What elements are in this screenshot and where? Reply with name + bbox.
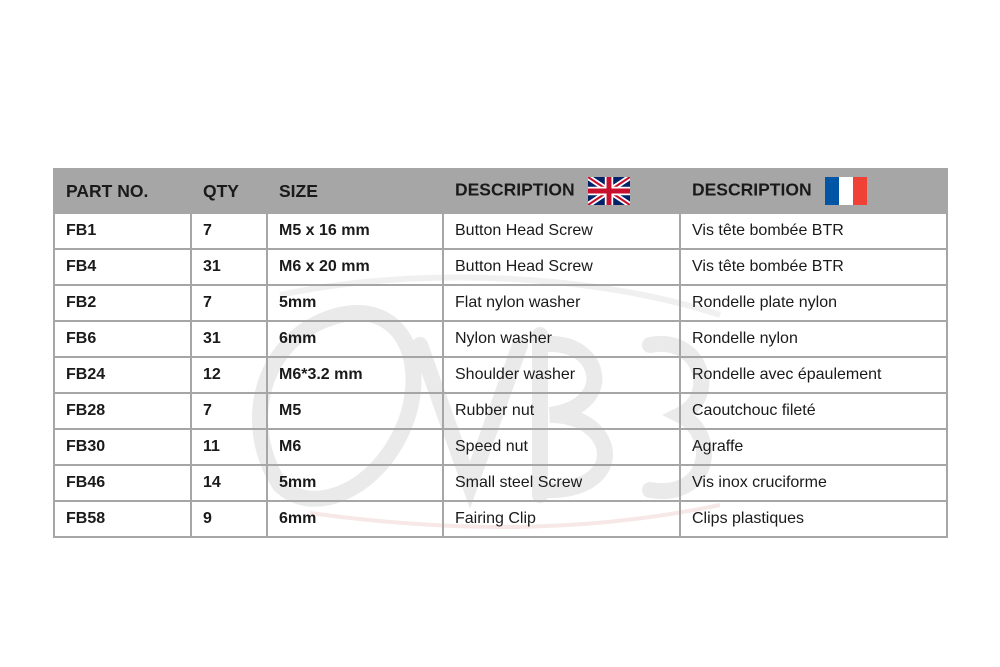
cell-part-no: FB24 [54, 357, 191, 393]
cell-qty: 31 [191, 321, 267, 357]
header-part-no: PART NO. [54, 169, 191, 213]
cell-description-en: Speed nut [443, 429, 680, 465]
header-description-fr [680, 169, 947, 213]
table-row [54, 285, 947, 321]
cell-description-fr: Rondelle nylon [680, 321, 947, 357]
cell-description-fr: Vis tête bombée BTR [680, 213, 947, 249]
cell-part-no: FB58 [54, 501, 191, 537]
cell-description-en: Nylon washer [443, 321, 680, 357]
cell-size: M6 [267, 429, 443, 465]
cell-description-en: Shoulder washer [443, 357, 680, 393]
table-row [54, 501, 947, 537]
cell-size: M5 [267, 393, 443, 429]
cell-size: 6mm [267, 501, 443, 537]
cell-description-fr: Caoutchouc fileté [680, 393, 947, 429]
cell-qty: 11 [191, 429, 267, 465]
cell-part-no: FB2 [54, 285, 191, 321]
cell-description-en: Fairing Clip [443, 501, 680, 537]
cell-part-no: FB30 [54, 429, 191, 465]
table-row [54, 429, 947, 465]
header-description-en-label: DESCRIPTION [455, 179, 575, 200]
table-row [54, 465, 947, 501]
cell-description-fr: Rondelle avec épaulement [680, 357, 947, 393]
cell-description-fr: Clips plastiques [680, 501, 947, 537]
cell-size: 6mm [267, 321, 443, 357]
cell-part-no: FB4 [54, 249, 191, 285]
cell-qty: 9 [191, 501, 267, 537]
cell-qty: 7 [191, 285, 267, 321]
cell-qty: 12 [191, 357, 267, 393]
table-row [54, 321, 947, 357]
cell-qty: 14 [191, 465, 267, 501]
cell-part-no: FB1 [54, 213, 191, 249]
cell-size: M5 x 16 mm [267, 213, 443, 249]
table-row [54, 249, 947, 285]
cell-size: M6*3.2 mm [267, 357, 443, 393]
parts-table [53, 168, 948, 538]
cell-qty: 7 [191, 213, 267, 249]
cell-description-en: Flat nylon washer [443, 285, 680, 321]
table-row [54, 213, 947, 249]
cell-description-en: Small steel Screw [443, 465, 680, 501]
table-row [54, 357, 947, 393]
cell-size: 5mm [267, 465, 443, 501]
cell-description-fr: Agraffe [680, 429, 947, 465]
cell-qty: 7 [191, 393, 267, 429]
header-description-en [443, 169, 680, 213]
cell-part-no: FB46 [54, 465, 191, 501]
cell-description-en: Rubber nut [443, 393, 680, 429]
header-description-fr-label: DESCRIPTION [692, 179, 812, 200]
cell-description-fr: Vis tête bombée BTR [680, 249, 947, 285]
cell-part-no: FB6 [54, 321, 191, 357]
cell-size: 5mm [267, 285, 443, 321]
cell-description-fr: Rondelle plate nylon [680, 285, 947, 321]
cell-size: M6 x 20 mm [267, 249, 443, 285]
header-size: SIZE [267, 169, 443, 213]
cell-qty: 31 [191, 249, 267, 285]
table-row [54, 393, 947, 429]
cell-part-no: FB28 [54, 393, 191, 429]
header-qty: QTY [191, 169, 267, 213]
cell-description-en: Button Head Screw [443, 249, 680, 285]
uk-flag-icon [588, 177, 630, 205]
france-flag-icon [825, 177, 867, 205]
cell-description-fr: Vis inox cruciforme [680, 465, 947, 501]
table-header-row [54, 169, 947, 213]
cell-description-en: Button Head Screw [443, 213, 680, 249]
